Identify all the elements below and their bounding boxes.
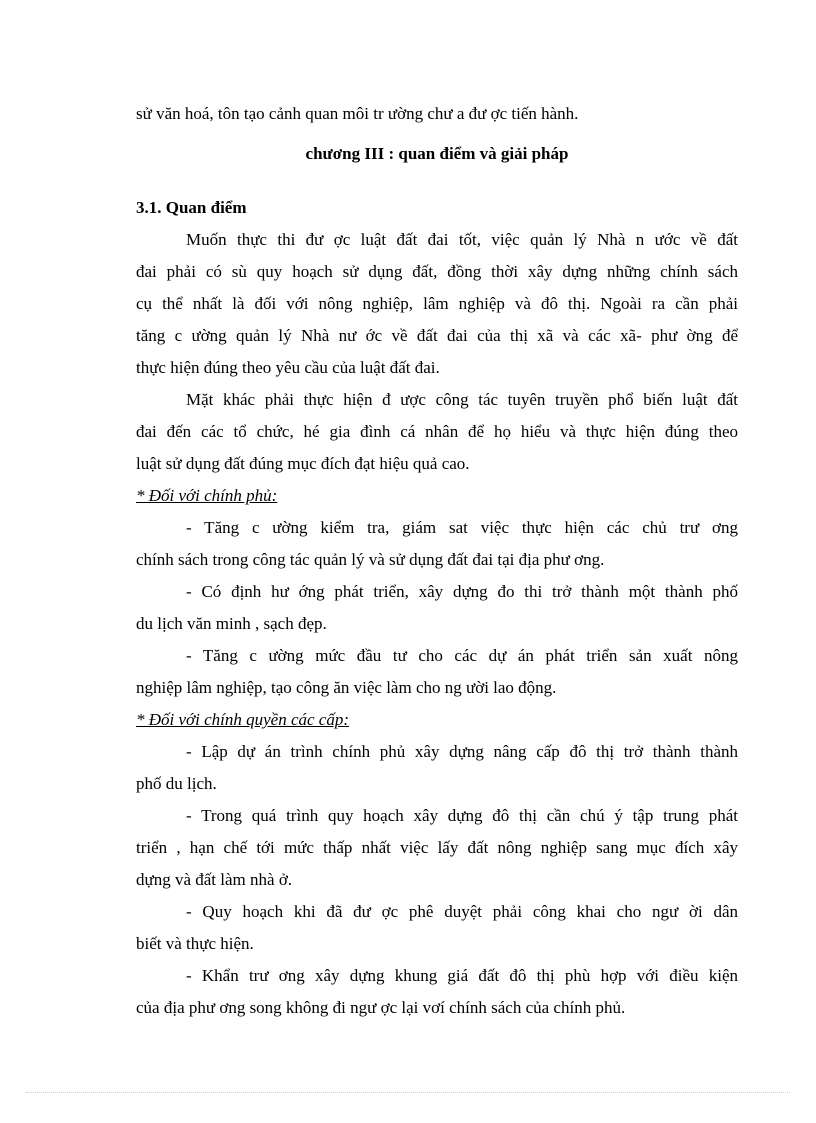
- subheading-government: * Đối với chính phủ:: [136, 486, 278, 505]
- spacer: [136, 170, 738, 192]
- list-item-line: - Khẩn trư ơng xây dựng khung giá đất đô thị phù hợp với điều kiện: [186, 966, 738, 985]
- list-item-line: dựng và đất làm nhà ở.: [136, 870, 293, 889]
- list-item-line: triển , hạn chế tới mức thấp nhất việc lấy đất nông nghiệp sang mục đích xây: [136, 838, 738, 857]
- page-bottom-rule: [26, 1092, 790, 1093]
- document-body: [136, 98, 738, 1024]
- section-heading: 3.1. Quan điểm: [136, 198, 247, 217]
- paragraph-line: tăng c ường quản lý Nhà nư ớc về đất đai của thị xã và các xã- phư ờng để: [136, 326, 738, 345]
- list-item-line: - Trong quá trình quy hoạch xây dựng đô thị cần chú ý tập trung phát: [186, 806, 738, 825]
- paragraph-line: thực hiện đúng theo yêu cầu của luật đất đai.: [136, 358, 440, 377]
- list-item-line: chính sách trong công tác quản lý và sử dụng đất đai tại địa phư ơng.: [136, 550, 605, 569]
- list-item-line: - Quy hoạch khi đã đư ợc phê duyệt phải công khai cho ngư ời dân: [186, 902, 738, 921]
- paragraph-line: luật sử dụng đất đúng mục đích đạt hiệu quả cao.: [136, 454, 470, 473]
- list-item-line: - Lập dự án trình chính phủ xây dựng nâng cấp đô thị trở thành thành: [186, 742, 738, 761]
- subheading-local-authorities: * Đối với chính quyền các cấp:: [136, 710, 349, 729]
- list-item-line: của địa phư ơng song không đi ngư ợc lại vơí chính sách của chính phủ.: [136, 998, 626, 1017]
- list-item-line: du lịch văn minh , sạch đẹp.: [136, 614, 327, 633]
- list-item-line: - Tăng c ường kiểm tra, giám sat việc thực hiện các chủ trư ơng: [186, 518, 738, 537]
- paragraph-line: đai đến các tổ chức, hé gia đình cá nhân để họ hiểu và thực hiện đúng theo: [136, 422, 738, 441]
- paragraph-line: đai phải có sù quy hoạch sử dụng đất, đồng thời xây dựng những chính sách: [136, 262, 738, 281]
- paragraph-line: Mặt khác phải thực hiện đ ược công tác tuyên truyền phổ biến luật đất: [186, 390, 738, 409]
- list-item-line: phố du lịch.: [136, 774, 217, 793]
- paragraph-line: cụ thể nhất là đối với nông nghiệp, lâm nghiệp và đô thị. Ngoài ra cần phải: [136, 294, 738, 313]
- list-item-line: nghiệp lâm nghiệp, tạo công ăn việc làm cho ng ười lao động.: [136, 678, 557, 697]
- chapter-title: chương III : quan điểm và giải pháp: [305, 144, 569, 163]
- list-item-line: biết và thực hiện.: [136, 934, 254, 953]
- paragraph-line: Muốn thực thi đư ợc luật đất đai tốt, việc quản lý Nhà n ước về đất: [186, 230, 738, 249]
- list-item-line: - Tăng c ường mức đầu tư cho các dự án phát triển sản xuất nông: [186, 646, 738, 665]
- paragraph-line: sử văn hoá, tôn tạo cảnh quan môi tr ường chư a đư ợc tiến hành.: [136, 104, 579, 123]
- list-item-line: - Có định hư ớng phát triển, xây dựng đo thi trở thành một thành phố: [186, 582, 738, 601]
